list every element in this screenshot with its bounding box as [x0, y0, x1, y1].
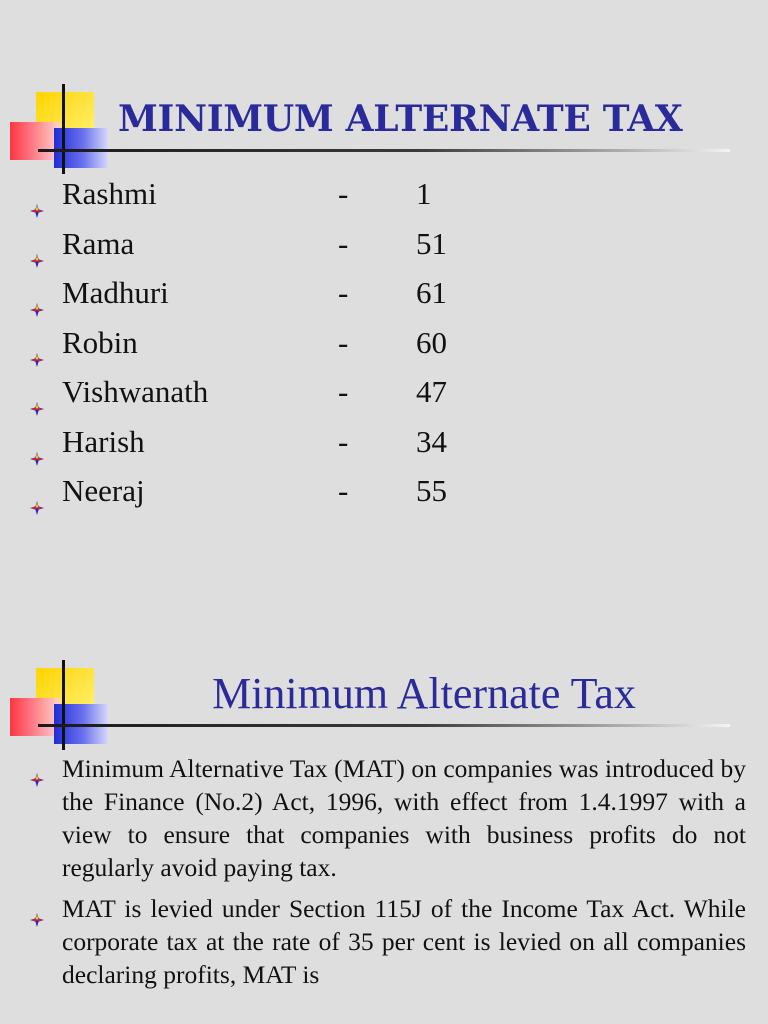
- list-item: [30, 222, 510, 272]
- title-rule: [38, 724, 730, 727]
- item-name: Neeraj: [62, 473, 145, 508]
- item-name: Rashmi: [62, 176, 157, 211]
- bullet-icon: [30, 438, 44, 452]
- paragraph-text: Minimum Alternative Tax (MAT) on companies was introduced by the Finance (No.2) Act, 1996, with effect from 1.4.1997 with a view to ensure that companies with business profits do not regularly avoid paying tax.: [62, 754, 746, 882]
- item-value: 47: [416, 374, 447, 409]
- slide1-title: MINIMUM ALTERNATE TAX: [118, 98, 683, 140]
- item-separator: -: [338, 374, 349, 409]
- item-value: 1: [416, 176, 432, 211]
- decorative-squares-icon: [10, 84, 120, 174]
- item-value: 34: [416, 423, 447, 459]
- item-name: Vishwanath: [62, 374, 209, 409]
- paragraph-item: [30, 752, 746, 884]
- paragraph-list: [30, 752, 746, 999]
- title-rule: [38, 149, 730, 152]
- item-value: 61: [416, 275, 447, 310]
- slide2-title: Minimum Alternate Tax: [212, 669, 636, 718]
- item-value: 55: [416, 473, 447, 508]
- list-item: [30, 271, 510, 321]
- list-item: [30, 321, 510, 371]
- list-item: [30, 469, 510, 519]
- paragraph-text: MAT is levied under Section 115J of the Income Tax Act. While corporate tax at the rate of 35 per cent is levied on all companies declaring profits, MAT is: [62, 894, 746, 989]
- paragraph-item: [30, 892, 746, 991]
- item-name: Harish: [62, 423, 145, 459]
- item-separator: -: [338, 225, 349, 261]
- item-separator: -: [338, 176, 349, 211]
- bullet-icon: [30, 240, 44, 254]
- bullet-icon: [30, 339, 44, 353]
- list-item: [30, 370, 510, 420]
- bullet-icon: [30, 902, 44, 916]
- bullet-icon: [30, 289, 44, 303]
- item-name: Robin: [62, 324, 138, 360]
- bullet-icon: [30, 762, 44, 776]
- item-separator: -: [338, 473, 349, 508]
- item-value: 60: [416, 324, 447, 360]
- bullet-icon: [30, 487, 44, 501]
- list-item: [30, 420, 510, 470]
- item-value: 51: [416, 225, 447, 261]
- bullet-icon: [30, 388, 44, 402]
- list-item: [30, 172, 510, 222]
- bullet-icon: [30, 190, 44, 204]
- item-separator: -: [338, 275, 349, 310]
- item-name: Madhuri: [62, 275, 169, 310]
- item-separator: -: [338, 324, 349, 360]
- name-value-list: [30, 172, 510, 519]
- item-separator: -: [338, 423, 349, 459]
- item-name: Rama: [62, 225, 135, 261]
